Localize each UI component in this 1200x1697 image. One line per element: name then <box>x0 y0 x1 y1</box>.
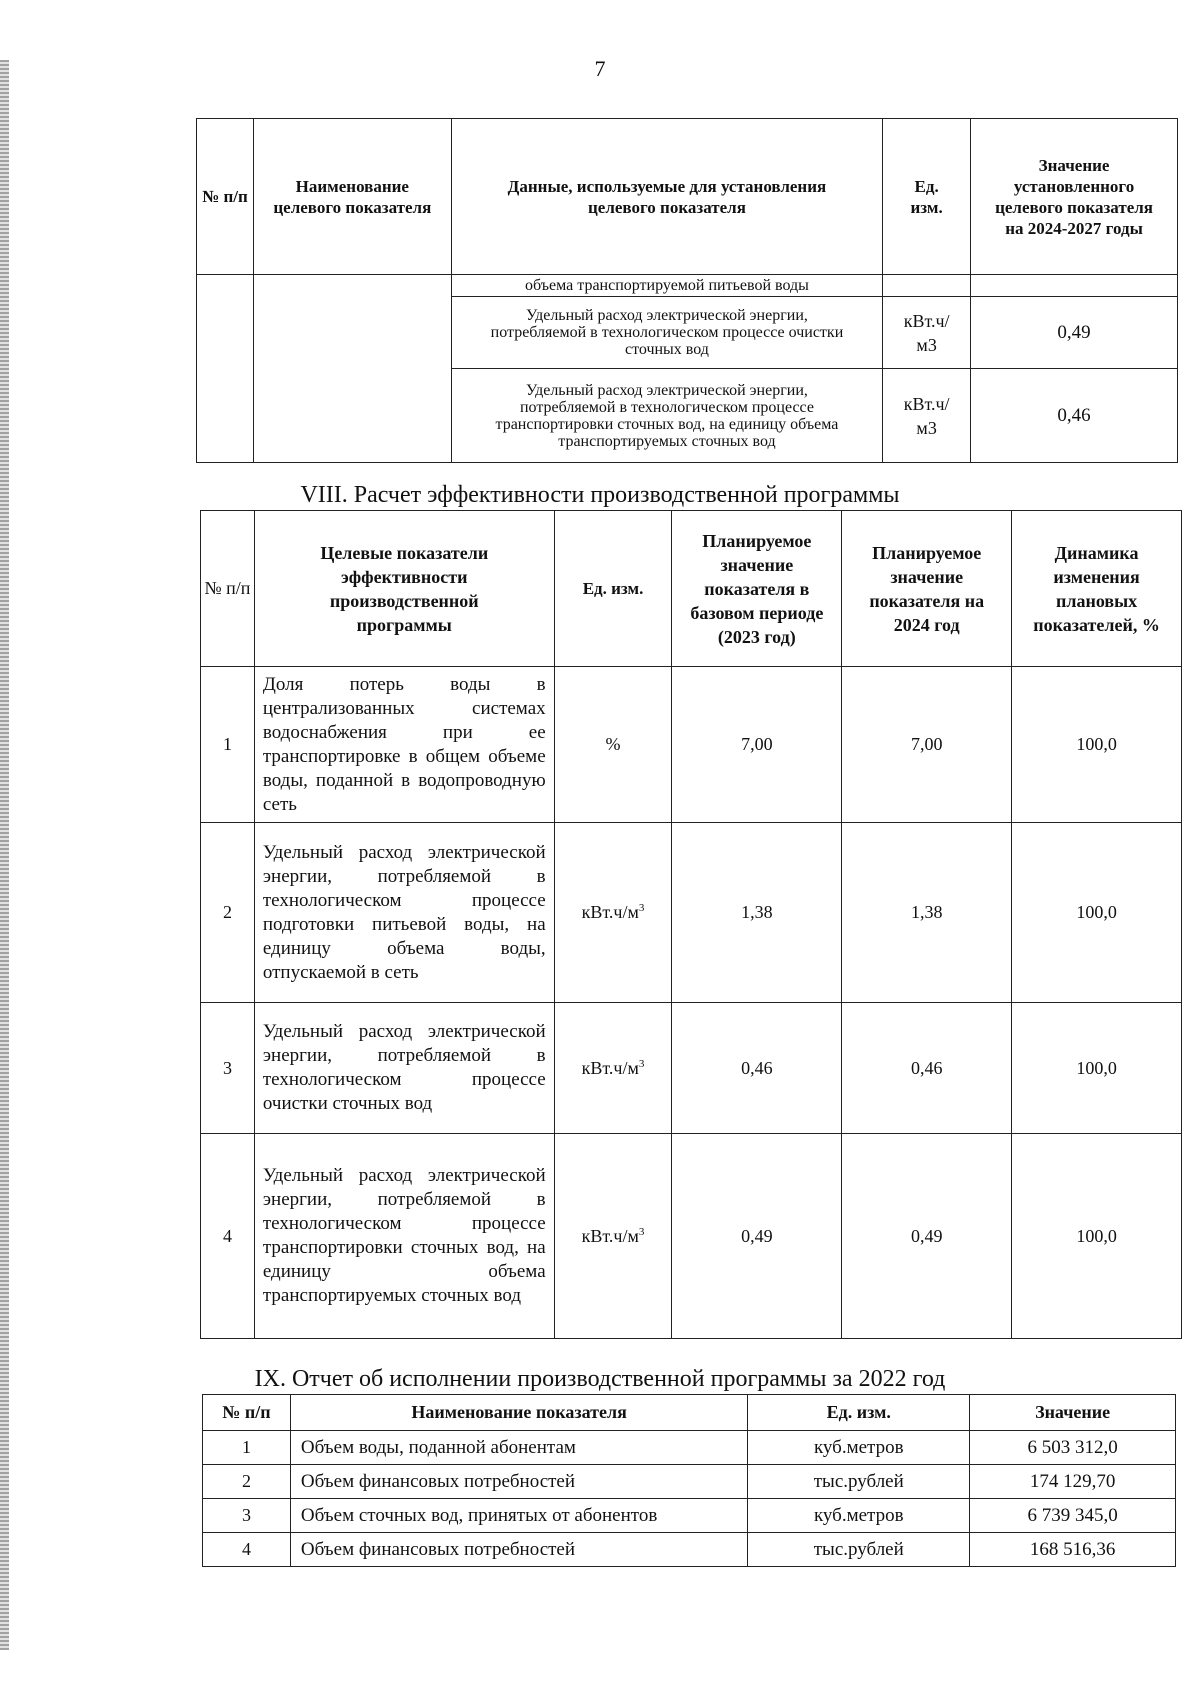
unit-cell: куб.метров <box>748 1431 970 1465</box>
page-number: 7 <box>594 56 606 81</box>
data-cell: Удельный расход электрической энергии, потребляемой в технологическом процессе очистки сточных вод <box>451 297 882 369</box>
execution-report-table <box>202 1394 1176 1567</box>
table-row <box>201 667 1182 823</box>
indicator-name: Удельный расход электрической энергии, потребляемой в технологическом процессе подготовки питьевой воды, на единицу объема воды, отпускаемой в сеть <box>254 823 554 1003</box>
header-indicator-name: Наименование показателя <box>290 1395 747 1431</box>
header-unit: Ед. изм. <box>883 119 971 275</box>
header-indicator-name: Наименование целевого показателя <box>253 119 451 275</box>
plan-value: 7,00 <box>842 667 1012 823</box>
row-num: 4 <box>201 1134 255 1339</box>
row-num: 3 <box>203 1499 291 1533</box>
table-row <box>203 1533 1176 1567</box>
value-cell <box>971 275 1178 297</box>
header-value: Значение <box>970 1395 1176 1431</box>
header-target-value: Значение установленного целевого показателя на 2024-2027 годы <box>971 119 1178 275</box>
header-unit: Ед. изм. <box>748 1395 970 1431</box>
unit-cell: куб.метров <box>748 1499 970 1533</box>
unit-cell: кВт.ч/ м3 <box>883 297 971 369</box>
row-num: 3 <box>201 1003 255 1134</box>
value-cell: 6 739 345,0 <box>970 1499 1176 1533</box>
row-num: 2 <box>203 1465 291 1499</box>
header-num: № п/п <box>201 511 255 667</box>
header-num: № п/п <box>203 1395 291 1431</box>
table-row <box>203 1431 1176 1465</box>
table-row <box>203 1499 1176 1533</box>
base-value: 0,46 <box>672 1003 842 1134</box>
header-plan-2024: Планируемое значение показателя на 2024 год <box>842 511 1012 667</box>
unit-cell: $кВт.ч/м^3$ <box>554 1003 672 1134</box>
unit-cell: $кВт.ч/м^3$ <box>554 1134 672 1339</box>
dynamics-value: 100,0 <box>1012 1134 1182 1339</box>
indicator-name: Объем финансовых потребностей <box>290 1465 747 1499</box>
header-dynamics: Динамика изменения плановых показателей, % <box>1012 511 1182 667</box>
header-unit: Ед. изм. <box>554 511 672 667</box>
value-cell: 0,49 <box>971 297 1178 369</box>
dynamics-value: 100,0 <box>1012 667 1182 823</box>
table-row <box>201 823 1182 1003</box>
value-cell: 168 516,36 <box>970 1533 1176 1567</box>
value-cell: 0,46 <box>971 369 1178 463</box>
empty-cell <box>253 275 451 463</box>
table-header-row <box>203 1395 1176 1431</box>
unit-cell <box>883 275 971 297</box>
row-num: 1 <box>201 667 255 823</box>
dynamics-value: 100,0 <box>1012 1003 1182 1134</box>
plan-value: 0,46 <box>842 1003 1012 1134</box>
dynamics-value: 100,0 <box>1012 823 1182 1003</box>
indicator-name: Удельный расход электрической энергии, потребляемой в технологическом процессе очистки сточных вод <box>254 1003 554 1134</box>
unit-cell: % <box>554 667 672 823</box>
section-8-title: VIII. Расчет эффективности производственной программы <box>300 482 900 508</box>
unit-cell: $кВт.ч/м^3$ <box>554 823 672 1003</box>
data-cell: Удельный расход электрической энергии, потребляемой в технологическом процессе транспортировки сточных вод, на единицу объема транспортируемых сточных вод <box>451 369 882 463</box>
header-data-used: Данные, используемые для установления целевого показателя <box>451 119 882 275</box>
empty-cell <box>197 275 254 463</box>
table-header-row <box>201 511 1182 667</box>
row-num: 1 <box>203 1431 291 1465</box>
target-indicators-table <box>196 118 1178 463</box>
indicator-name: Объем сточных вод, принятых от абонентов <box>290 1499 747 1533</box>
value-cell: 174 129,70 <box>970 1465 1176 1499</box>
indicator-name: Удельный расход электрической энергии, потребляемой в технологическом процессе транспортировки сточных вод, на единицу объема транспортируемых сточных вод <box>254 1134 554 1339</box>
table-row <box>201 1003 1182 1134</box>
table-header-row <box>197 119 1178 275</box>
table-row <box>197 275 1178 297</box>
indicator-name: Доля потерь воды в централизованных системах водоснабжения при ее транспортировке в общем объеме воды, поданной в водопроводную сеть <box>254 667 554 823</box>
row-num: 2 <box>201 823 255 1003</box>
section-9-title: IX. Отчет об исполнении производственной программы за 2022 год <box>254 1366 946 1392</box>
indicator-name: Объем воды, поданной абонентам <box>290 1431 747 1465</box>
indicator-name: Объем финансовых потребностей <box>290 1533 747 1567</box>
unit-cell: тыс.рублей <box>748 1533 970 1567</box>
row-num: 4 <box>203 1533 291 1567</box>
unit-cell: тыс.рублей <box>748 1465 970 1499</box>
plan-value: 1,38 <box>842 823 1012 1003</box>
table-row <box>203 1465 1176 1499</box>
header-indicators: Целевые показатели эффективности производственной программы <box>254 511 554 667</box>
table-row <box>201 1134 1182 1339</box>
efficiency-table <box>200 510 1182 1339</box>
value-cell: 6 503 312,0 <box>970 1431 1176 1465</box>
plan-value: 0,49 <box>842 1134 1012 1339</box>
base-value: 1,38 <box>672 823 842 1003</box>
scan-edge-artifact <box>0 60 9 1650</box>
base-value: 7,00 <box>672 667 842 823</box>
header-base-period: Планируемое значение показателя в базовом периоде (2023 год) <box>672 511 842 667</box>
unit-cell: кВт.ч/ м3 <box>883 369 971 463</box>
base-value: 0,49 <box>672 1134 842 1339</box>
data-cell: объема транспортируемой питьевой воды <box>451 275 882 297</box>
header-num: № п/п <box>197 119 254 275</box>
